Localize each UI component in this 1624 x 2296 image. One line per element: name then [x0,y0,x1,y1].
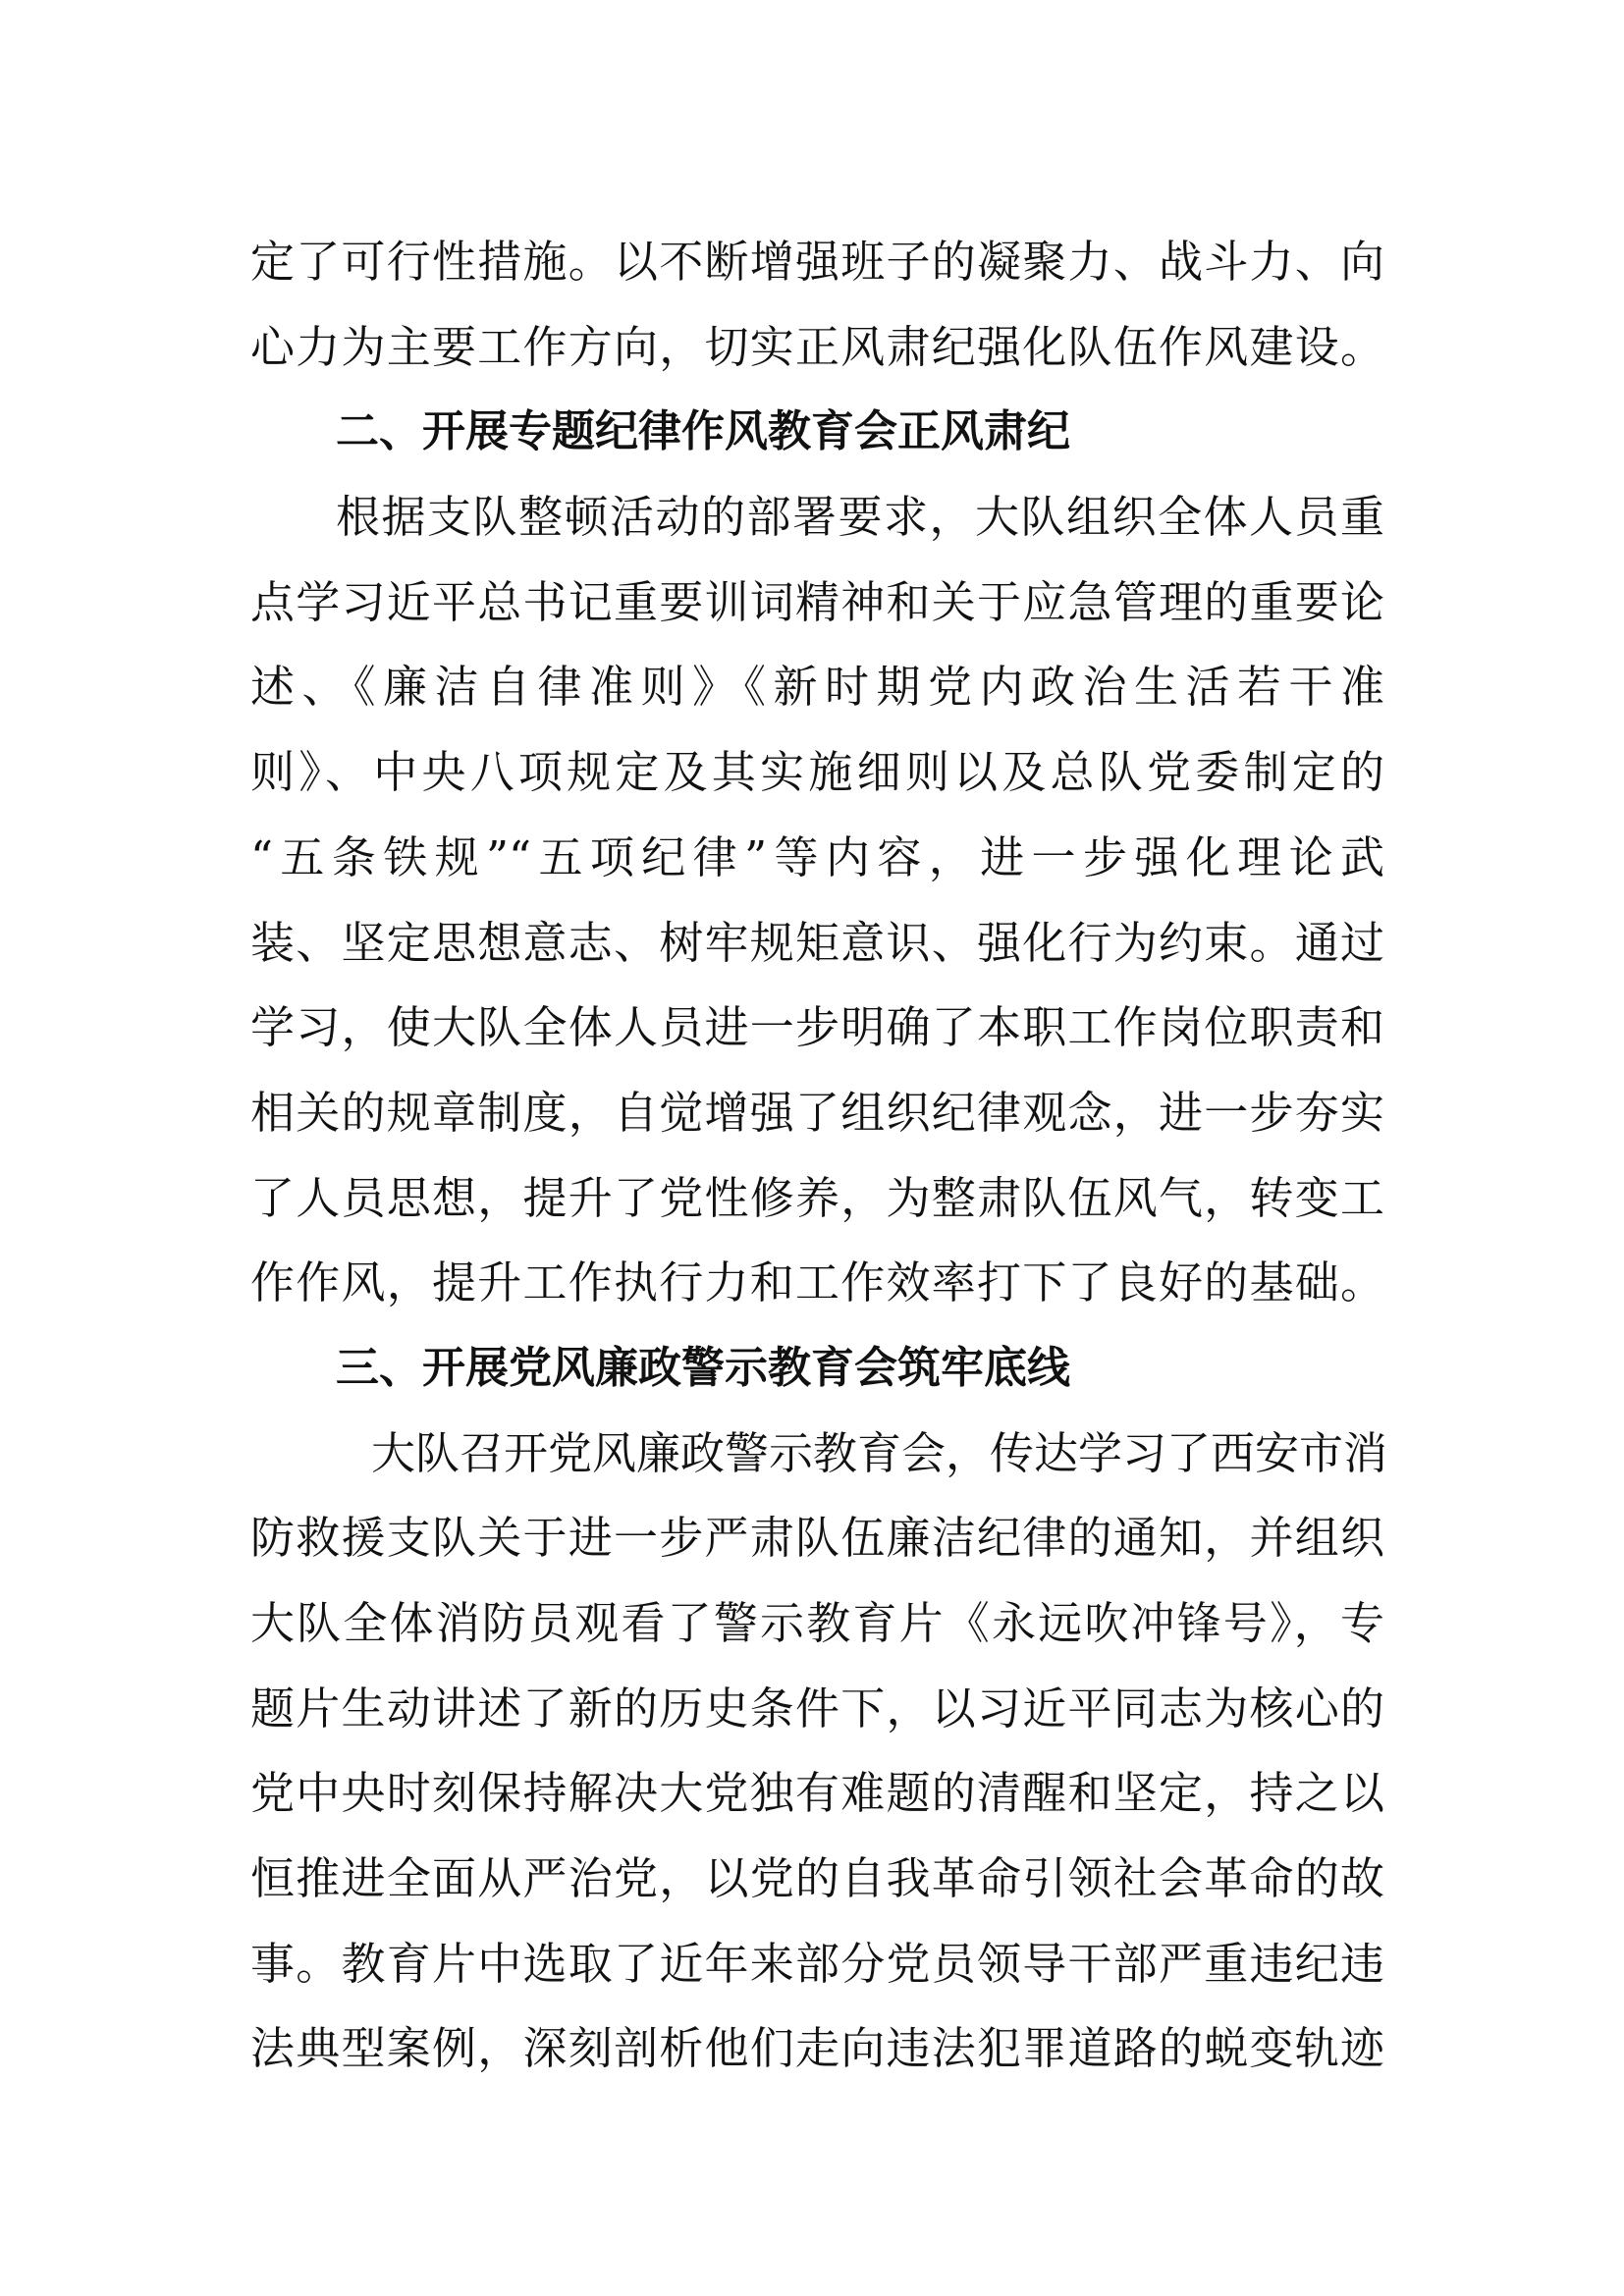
paragraph-line: 装、坚定思想意志、树牢规矩意识、强化行为约束。通过 [250,916,1384,969]
document-page [250,220,1388,2092]
paragraph-line: 了人员思想，提升了党性修养，为整肃队伍风气，转变工 [250,1171,1384,1224]
paragraph-line: 定了可行性措施。以不断增强班子的凝聚力、战斗力、向 [250,236,1384,288]
paragraph-line: 述、《廉洁自律准则》《新时期党内政治生活若干准 [250,661,1384,714]
section-heading: 三、开展党风廉政警示教育会筑牢底线 [336,1342,1070,1393]
section-heading: 二、开展专题纪律作风教育会正风肃纪 [336,406,1070,457]
paragraph-line: 根据支队整顿活动的部署要求，大队组织全体人员重 [336,491,1384,544]
paragraph-line: 防救援支队关于进一步严肃队伍廉洁纪律的通知，并组织 [250,1512,1384,1565]
paragraph-line: 法典型案例，深刻剖析他们走向违法犯罪道路的蜕变轨迹 [250,2022,1384,2075]
paragraph-line: 点学习近平总书记重要训词精神和关于应急管理的重要论 [250,575,1384,628]
paragraph-line: 党中央时刻保持解决大党独有难题的清醒和坚定，持之以 [250,1767,1384,1820]
paragraph-line: 作作风，提升工作执行力和工作效率打下了良好的基础。 [250,1256,1384,1309]
paragraph-line: 事。教育片中选取了近年来部分党员领导干部严重违纪违 [250,1937,1384,1990]
paragraph-line: 大队召开党风廉政警示教育会，传达学习了西安市消 [371,1426,1388,1479]
paragraph-line: 大队全体消防员观看了警示教育片《永远吹冲锋号》，专 [250,1597,1384,1649]
paragraph-line: 心力为主要工作方向，切实正风肃纪强化队伍作风建设。 [250,320,1384,373]
paragraph-line: “五条铁规”“五项纪律”等内容，进一步强化理论武 [250,830,1384,883]
paragraph-line: 题片生动讲述了新的历史条件下，以习近平同志为核心的 [250,1682,1384,1735]
paragraph-line: 学习，使大队全体人员进一步明确了本职工作岗位职责和 [250,1001,1384,1054]
paragraph-line: 则》、中央八项规定及其实施细则以及总队党委制定的 [250,746,1384,799]
paragraph-line: 恒推进全面从严治党，以党的自我革命引领社会革命的故 [250,1852,1384,1905]
paragraph-line: 相关的规章制度，自觉增强了组织纪律观念，进一步夯实 [250,1086,1384,1139]
